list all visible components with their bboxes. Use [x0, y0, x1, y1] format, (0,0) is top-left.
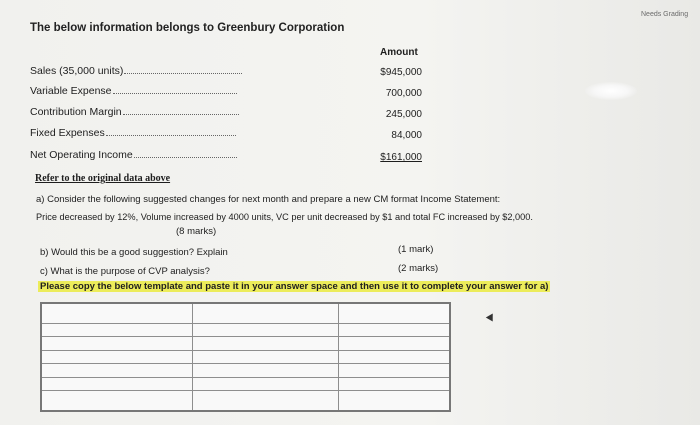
table-row [41, 303, 450, 323]
table-cell[interactable] [339, 377, 451, 391]
table-row [41, 350, 450, 364]
needs-grading-label: Needs Grading [641, 11, 689, 18]
table-cell[interactable] [193, 337, 339, 351]
table-cell[interactable] [339, 337, 451, 351]
row-contribution-margin-label: Contribution Margin [30, 106, 239, 118]
refer-note: Refer to the original data above [35, 173, 171, 184]
question-a-marks: (8 marks) [176, 226, 217, 237]
table-cell[interactable] [339, 350, 451, 364]
table-cell[interactable] [41, 364, 193, 378]
row-variable-expense-value: 700,000 [385, 88, 422, 99]
row-contribution-margin-value: 245,000 [385, 109, 422, 120]
table-cell[interactable] [41, 350, 193, 364]
table-cell[interactable] [339, 364, 451, 378]
table-row [41, 364, 450, 378]
table-cell[interactable] [193, 377, 339, 391]
table-cell[interactable] [193, 350, 339, 364]
table-cell[interactable] [41, 303, 193, 323]
mouse-cursor-icon [486, 311, 496, 321]
table-cell[interactable] [193, 303, 339, 323]
table-cell[interactable] [41, 323, 193, 337]
question-b: b) Would this be a good suggestion? Explain [40, 247, 228, 258]
table-cell[interactable] [41, 391, 193, 411]
table-cell[interactable] [41, 377, 193, 391]
row-sales-label: Sales (35,000 units) [30, 65, 242, 77]
row-variable-expense-label: Variable Expense [30, 85, 237, 97]
amount-header: Amount [380, 47, 418, 58]
table-cell[interactable] [193, 364, 339, 378]
row-net-operating-income-value: $161,000 [380, 152, 422, 163]
row-sales-value: $945,000 [380, 67, 422, 78]
table-row [41, 323, 450, 337]
row-fixed-expenses-value: 84,000 [391, 130, 422, 141]
instruction-highlight: Please copy the below template and paste it in your answer space and then use it to complete your answer for a) [40, 281, 549, 292]
row-fixed-expenses-label: Fixed Expenses [30, 127, 236, 139]
screen-glare [585, 82, 637, 100]
table-cell[interactable] [193, 391, 339, 411]
question-a: a) Consider the following suggested changes for next month and prepare a new CM format Income Statement: [36, 194, 501, 205]
table-row [41, 377, 450, 391]
table-cell[interactable] [193, 323, 339, 337]
table-cell[interactable] [339, 391, 451, 411]
table-row [41, 337, 450, 351]
question-c-marks: (2 marks) [398, 263, 439, 274]
page-title: The below information belongs to Greenbury Corporation [30, 22, 345, 34]
question-a-detail: Price decreased by 12%, Volume increased by 4000 units, VC per unit decreased by $1 and total FC increased by $2,000. [36, 212, 533, 222]
row-net-operating-income-label: Net Operating Income [30, 149, 237, 161]
answer-template-table [40, 302, 451, 412]
table-cell[interactable] [339, 323, 451, 337]
table-cell[interactable] [339, 303, 451, 323]
table-cell[interactable] [41, 337, 193, 351]
question-b-marks: (1 mark) [398, 244, 434, 255]
question-c: c) What is the purpose of CVP analysis? [40, 266, 210, 277]
table-row [41, 391, 450, 411]
